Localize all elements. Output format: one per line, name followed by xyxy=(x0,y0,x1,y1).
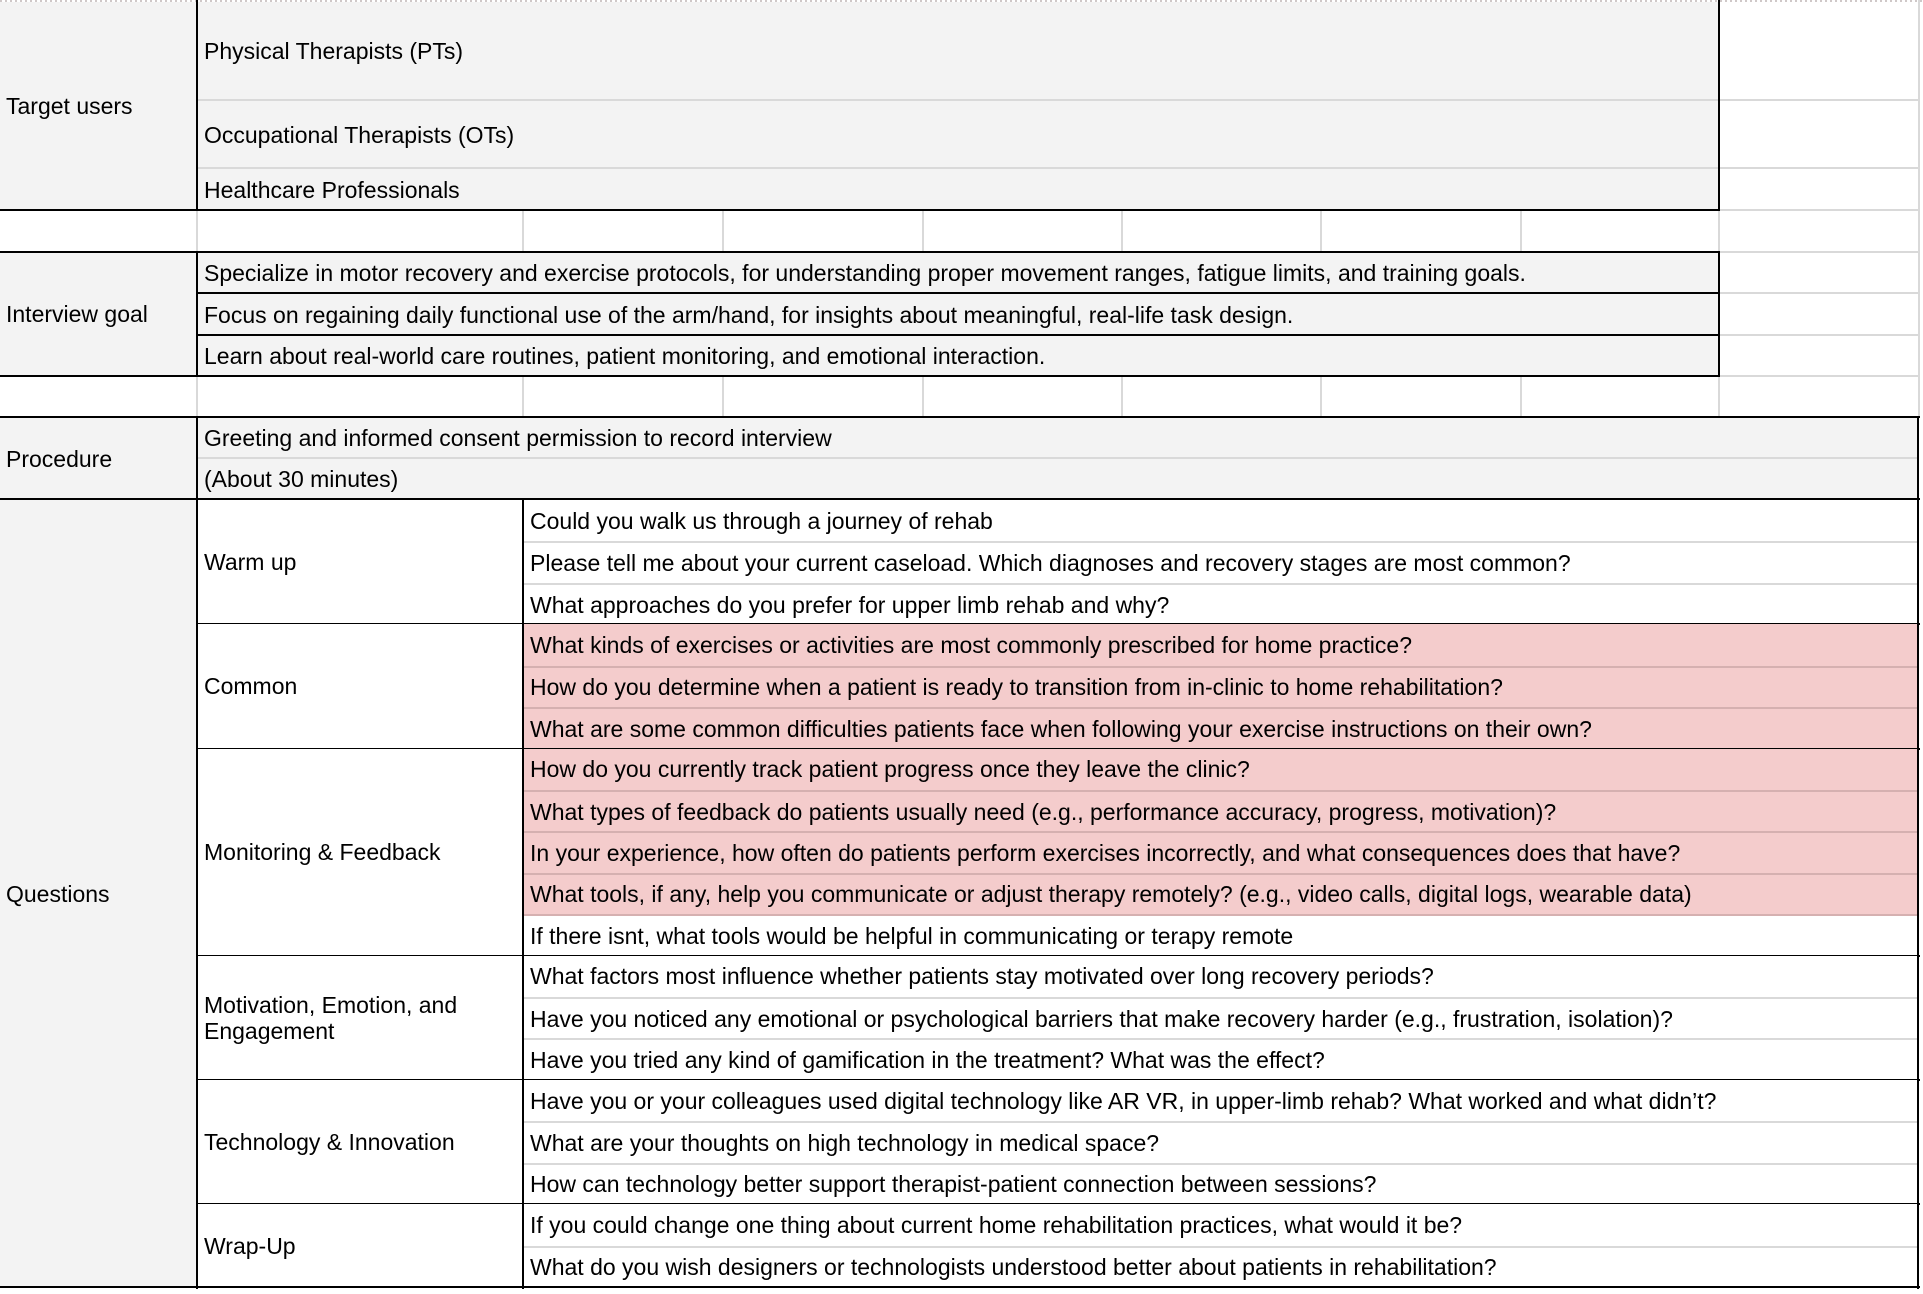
question-group-label: Warm up xyxy=(204,549,297,576)
target-user-text: Healthcare Professionals xyxy=(204,176,460,203)
question-text: If you could change one thing about current home rehabilitation practices, what would it be? xyxy=(530,1211,1463,1238)
border xyxy=(0,498,1920,500)
target-user-text: Occupational Therapists (OTs) xyxy=(204,121,515,148)
question-cell[interactable] xyxy=(524,707,1918,748)
question-text: What do you wish designers or technologists understood better about patients in rehabilitation? xyxy=(530,1254,1497,1281)
question-cell[interactable] xyxy=(524,541,1918,582)
border xyxy=(196,251,198,377)
border xyxy=(1718,0,1720,210)
question-cell[interactable] xyxy=(524,1080,1918,1121)
question-cell[interactable] xyxy=(524,583,1918,624)
border xyxy=(1917,416,1919,1289)
question-group-label: Motivation, Emotion, and Engagement xyxy=(204,991,458,1044)
interview-goal-text: Focus on regaining daily functional use of the arm/hand, for insights about meaningful, real-life task design. xyxy=(204,301,1294,328)
target-user-cell[interactable] xyxy=(198,167,1719,210)
question-group-cell[interactable] xyxy=(198,956,522,1080)
question-text: Could you walk us through a journey of rehab xyxy=(530,507,993,534)
procedure-cell[interactable] xyxy=(198,418,1918,458)
procedure-cell[interactable] xyxy=(198,457,1918,499)
question-cell[interactable] xyxy=(524,624,1918,665)
target-user-cell[interactable] xyxy=(198,99,1719,168)
question-cell[interactable] xyxy=(524,997,1918,1038)
interview-goal-cell[interactable] xyxy=(198,253,1719,293)
border xyxy=(196,334,1720,336)
question-text: If there isnt, what tools would be helpful in communicating or terapy remote xyxy=(530,922,1294,949)
question-group-cell[interactable] xyxy=(198,624,522,748)
question-cell[interactable] xyxy=(524,1163,1918,1204)
border xyxy=(522,498,524,1289)
question-text: Please tell me about your current caseload. Which diagnoses and recovery stages are most common? xyxy=(530,550,1571,577)
question-cell[interactable] xyxy=(524,749,1918,790)
question-text: What tools, if any, help you communicate or adjust therapy remotely? (e.g., video calls, digital logs, wearable data) xyxy=(530,881,1692,908)
question-cell[interactable] xyxy=(524,956,1918,997)
question-text: What types of feedback do patients usually need (e.g., performance accuracy, progress, motivation)? xyxy=(530,798,1557,825)
procedure-text: (About 30 minutes) xyxy=(204,466,399,492)
question-text: Have you tried any kind of gamification in the treatment? What was the effect? xyxy=(530,1047,1325,1074)
question-cell[interactable] xyxy=(524,873,1918,914)
procedure-text: Greeting and informed consent permission to record interview xyxy=(204,425,832,451)
question-text: What approaches do you prefer for upper limb rehab and why? xyxy=(530,591,1170,618)
question-text: How can technology better support therapist-patient connection between sessions? xyxy=(530,1171,1377,1198)
question-cell[interactable] xyxy=(524,666,1918,707)
question-text: Have you or your colleagues used digital technology like AR VR, in upper-limb rehab? What worked and what didn’t? xyxy=(530,1087,1717,1114)
border xyxy=(0,416,1920,418)
interview-goal-text: Specialize in motor recovery and exercise protocols, for understanding proper movement ranges, fatigue limits, and training goals. xyxy=(204,260,1526,286)
target-user-text: Physical Therapists (PTs) xyxy=(204,37,464,64)
border xyxy=(196,0,198,210)
question-cell[interactable] xyxy=(524,500,1918,541)
border xyxy=(0,209,1720,211)
target-user-cell[interactable] xyxy=(198,2,1719,99)
question-group-cell[interactable] xyxy=(198,1080,522,1204)
procedure-label: Procedure xyxy=(6,445,113,472)
question-text: What are your thoughts on high technology in medical space? xyxy=(530,1130,1160,1157)
question-text: How do you determine when a patient is ready to transition from in-clinic to home rehabilitation? xyxy=(530,674,1503,701)
interview-goal-cell[interactable] xyxy=(198,294,1719,335)
border xyxy=(0,375,1720,377)
questions-label: Questions xyxy=(6,880,110,907)
question-group-label: Common xyxy=(204,673,298,700)
interview-goal-label-cell[interactable] xyxy=(0,252,196,376)
border xyxy=(196,292,1720,294)
procedure-label-cell[interactable] xyxy=(0,418,196,499)
interview-goal-label: Interview goal xyxy=(6,301,148,327)
questions-label-cell[interactable] xyxy=(0,500,196,1287)
border xyxy=(0,1286,1920,1288)
interview-goal-cell[interactable] xyxy=(198,336,1719,376)
question-group-label: Wrap-Up xyxy=(204,1232,296,1259)
target-users-label: Target users xyxy=(6,93,133,119)
question-group-cell[interactable] xyxy=(198,749,522,956)
question-cell[interactable] xyxy=(524,914,1918,955)
question-cell[interactable] xyxy=(524,831,1918,872)
border xyxy=(0,251,1720,253)
question-text: What kinds of exercises or activities are most commonly prescribed for home practice? xyxy=(530,631,1412,658)
border xyxy=(1718,251,1720,377)
question-cell[interactable] xyxy=(524,1121,1918,1162)
question-group-label: Monitoring & Feedback xyxy=(204,839,441,866)
question-text: What are some common difficulties patients face when following your exercise instructions on their own? xyxy=(530,715,1592,742)
target-users-label-cell[interactable] xyxy=(0,2,196,210)
question-cell[interactable] xyxy=(524,1038,1918,1079)
question-text: Have you noticed any emotional or psychological barriers that make recovery harder (e.g., frustration, isolation)? xyxy=(530,1005,1673,1032)
question-cell[interactable] xyxy=(524,790,1918,831)
question-group-cell[interactable] xyxy=(198,500,522,624)
question-cell[interactable] xyxy=(524,1204,1918,1245)
border xyxy=(196,498,198,1289)
question-group-label: Technology & Innovation xyxy=(204,1129,455,1156)
question-text: How do you currently track patient progress once they leave the clinic? xyxy=(530,756,1250,783)
question-text: In your experience, how often do patients perform exercises incorrectly, and what consequences does that have? xyxy=(530,840,1681,867)
question-text: What factors most influence whether patients stay motivated over long recovery periods? xyxy=(530,963,1434,990)
interview-goal-text: Learn about real-world care routines, patient monitoring, and emotional interaction. xyxy=(204,343,1046,369)
question-cell[interactable] xyxy=(524,1246,1918,1287)
question-group-cell[interactable] xyxy=(198,1204,522,1287)
border xyxy=(196,416,198,500)
